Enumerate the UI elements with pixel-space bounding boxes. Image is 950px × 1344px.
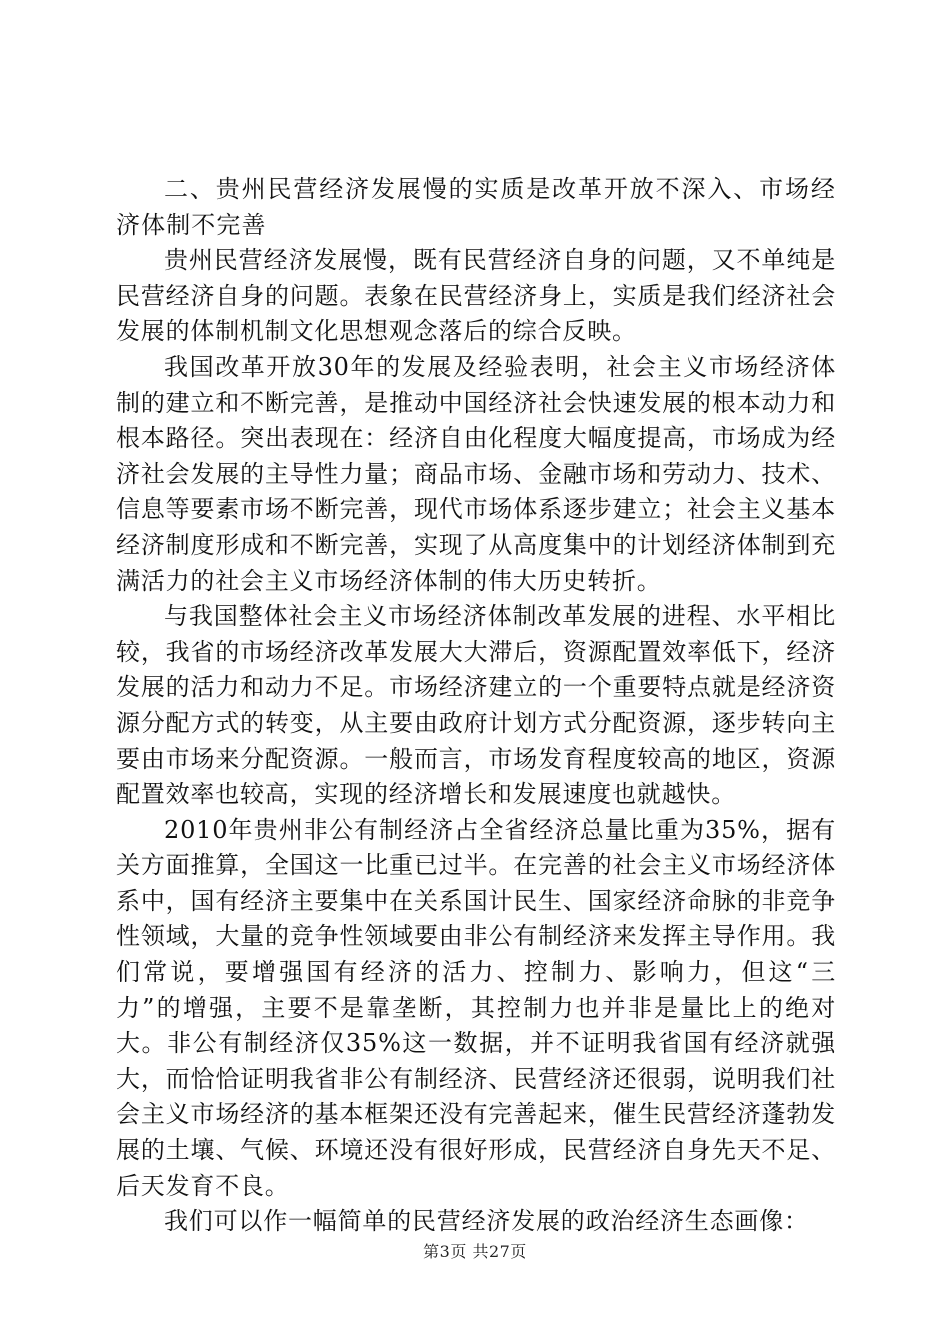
page-footer: 第3页 共27页 xyxy=(423,1242,527,1261)
paragraph-2: 我国改革开放30年的发展及经验表明，社会主义市场经济体制的建立和不断完善，是推动中国经济社会快速发展的根本动力和根本路径。突出表现在：经济自由化程度大幅度提高，市场成为经济社会发展的主导性力量；商品市场、金融市场和劳动力、技术、信息等要素市场不断完善，现代市场体系逐步建立；社会主义基本经济制度形成和不断完善，实现了从高度集中的计划经济体制到充满活力的社会主义市场经济体制的伟大历史转折。 xyxy=(116,352,836,595)
section-heading: 二、贵州民营经济发展慢的实质是改革开放不深入、市场经济体制不完善 xyxy=(116,175,836,239)
paragraph-5: 我们可以作一幅简单的民营经济发展的政治经济生态画像： xyxy=(164,1207,809,1236)
paragraph-1: 贵州民营经济发展慢，既有民营经济自身的问题，又不单纯是民营经济自身的问题。表象在民营经济身上，实质是我们经济社会发展的体制机制文化思想观念落后的综合反映。 xyxy=(116,246,836,346)
paragraph-3: 与我国整体社会主义市场经济体制改革发展的进程、水平相比较，我省的市场经济改革发展大大滞后，资源配置效率低下，经济发展的活力和动力不足。市场经济建立的一个重要特点就是经济资源分配方式的转变，从主要由政府计划方式分配资源，逐步转向主要由市场来分配资源。一般而言，市场发育程度较高的地区，资源配置效率也较高，实现的经济增长和发展速度也就越快。 xyxy=(116,602,836,809)
paragraph-4: 2010年贵州非公有制经济占全省经济总量比重为35%，据有关方面推算，全国这一比重已过半。在完善的社会主义市场经济体系中，国有经济主要集中在关系国计民生、国家经济命脉的非竞争性领域，大量的竞争性领域要由非公有制经济来发挥主导作用。我们常说，要增强国有经济的活力、控制力、影响力，但这“三力”的增强，主要不是靠垄断，其控制力也并非是量比上的绝对大。非公有制经济仅35%这一数据，并不证明我省国有经济就强大，而恰恰证明我省非公有制经济、民营经济还很弱，说明我们社会主义市场经济的基本框架还没有完善起来，催生民营经济蓬勃发展的土壤、气候、环境还没有很好形成，民营经济自身先天不足、后天发育不良。 xyxy=(116,815,836,1200)
document-body xyxy=(116,172,836,1240)
